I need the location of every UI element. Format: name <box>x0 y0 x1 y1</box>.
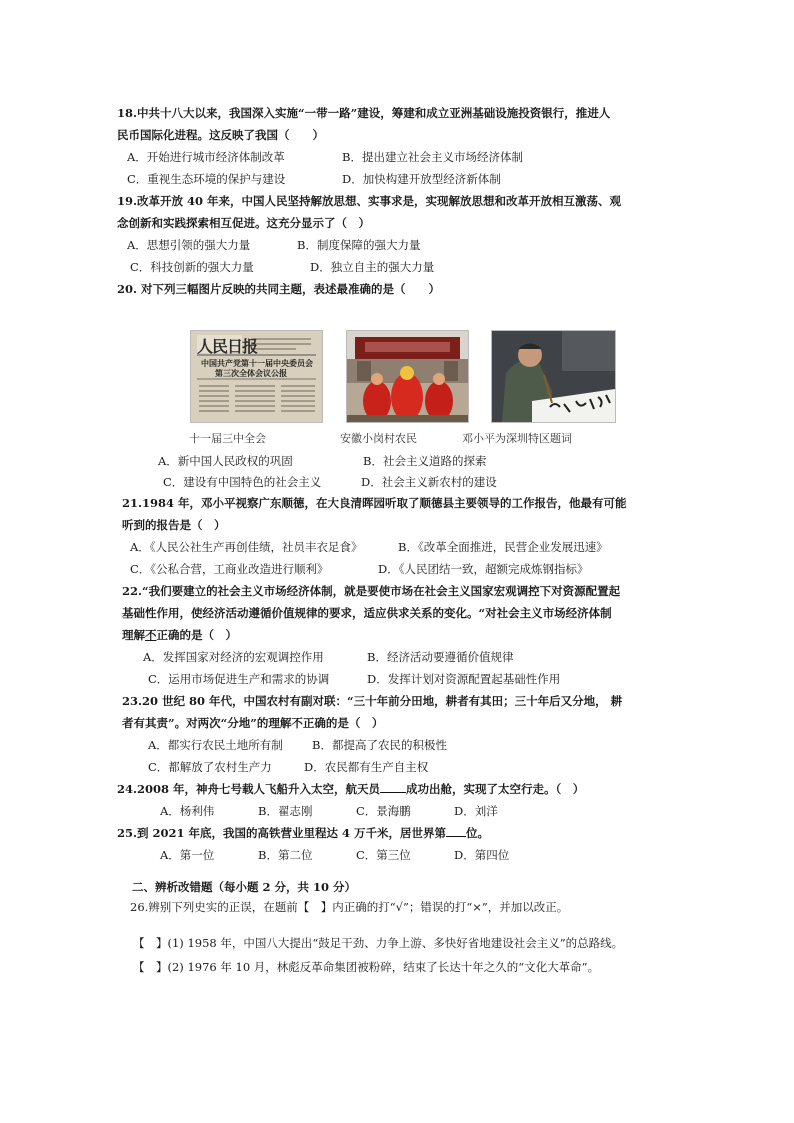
q26-instruction: 26.辨别下列史实的正误，在题前【 】内正确的打“√”；错误的打“×”，并加以改正。 <box>130 900 569 914</box>
q22-option-d: D．发挥计划对资源配置起基础性作用 <box>367 672 561 686</box>
section2-title: 二、辨析改错题（每小题 2 分，共 10 分） <box>132 880 357 894</box>
q22-stem-line3-emphasis: 不 <box>145 628 157 642</box>
caption-deng: 邓小平为深圳特区题词 <box>462 432 572 445</box>
q19-option-c: C．科技创新的强大力量 <box>130 260 254 274</box>
q21-option-b: B．《改革全面推进，民营企业发展迅速》 <box>398 540 608 554</box>
q25-answer-blank <box>446 824 466 837</box>
newspaper-masthead: 人民日报 <box>197 337 258 356</box>
q20-options-row1 <box>158 452 678 470</box>
q21-option-a: A．《人民公社生产再创佳绩，社员丰衣足食》 <box>130 540 363 554</box>
q25-stem-b: 位。 <box>466 826 490 840</box>
q23-option-a: A．都实行农民土地所有制 <box>148 738 283 752</box>
q21-stem-line2: 听到的报告是（ ） <box>122 518 226 532</box>
q23-option-b: B．都提高了农民的积极性 <box>312 738 447 752</box>
xiaogang-graphic <box>347 331 468 422</box>
q20-option-a: A．新中国人民政权的巩固 <box>158 454 293 468</box>
q18-stem-line2: 民币国际化进程。这反映了我国（ ） <box>117 128 324 142</box>
q24-stem-b: 成功出舱，实现了太空行走。（ ） <box>406 782 585 796</box>
q23-options-row2 <box>148 758 668 776</box>
newspaper-headline-1: 中国共产党第十一届中央委员会 <box>201 358 313 368</box>
q23-option-d: D．农民都有生产自主权 <box>304 760 429 774</box>
q24-option-b: B．翟志刚 <box>258 804 313 818</box>
q20-stem: 20. 对下列三幅图片反映的共同主题，表述最准确的是（ ） <box>117 282 441 296</box>
caption-xiaogang: 安徽小岗村农民 <box>340 432 417 445</box>
deng-calligraphy-image <box>491 330 616 423</box>
q20-option-c: C．建设有中国特色的社会主义 <box>163 475 322 489</box>
q24-option-a: A．杨利伟 <box>160 804 215 818</box>
q22-options-row1 <box>143 648 663 666</box>
q21-options-row2 <box>130 560 670 578</box>
q23-options-row1 <box>148 736 668 754</box>
q19-option-b: B．制度保障的强大力量 <box>297 238 421 252</box>
q24-option-c: C．景海鹏 <box>356 804 411 818</box>
q23-stem-line2: 者有其责”。对两次“分地”的理解不正确的是（ ） <box>122 716 384 730</box>
q19-options-row1 <box>127 236 667 254</box>
q22-stem-line2: 基础性作用，使经济活动遵循价值规律的要求，适应供求关系的变化。“对社会主义市场经济体制 <box>122 606 612 620</box>
caption-plenum: 十一届三中全会 <box>189 432 266 445</box>
q25-option-d: D．第四位 <box>454 848 510 862</box>
q21-options-row1 <box>130 538 670 556</box>
q19-stem-line2: 念创新和实践探索相互促进。这充分显示了（ ） <box>117 216 370 230</box>
q20-option-b: B．社会主义道路的探索 <box>363 454 487 468</box>
q18-option-d: D．加快构建开放型经济新体制 <box>342 172 501 186</box>
q19-option-a: A．思想引领的强大力量 <box>127 238 251 252</box>
q18-options-row1 <box>127 148 667 166</box>
q23-stem-line1: 23.20 世纪 80 年代，中国农村有副对联：“三十年前分田地，耕者有其田；三十年后又分地， 耕 <box>122 694 623 708</box>
q26-item-2: 【 】(2) 1976 年 10 月，林彪反革命集团被粉碎，结束了长达十年之久的“文化大革命”。 <box>133 960 600 974</box>
q19-stem-line1: 19.改革开放 40 年来，中国人民坚持解放思想、实事求是，实现解放思想和改革开放相互激荡、观 <box>117 194 622 208</box>
newspaper-image <box>190 330 323 423</box>
q25-options-row <box>160 846 660 864</box>
q18-options-row2 <box>127 170 667 188</box>
q21-option-c: C．《公私合营，工商业改造进行顺利》 <box>130 562 329 576</box>
q22-stem-line1: 22.“我们要建立的社会主义市场经济体制，就是要使市场在社会主义国家宏观调控下对资源配置起 <box>122 584 621 598</box>
q18-option-c: C．重视生态环境的保护与建设 <box>127 172 286 186</box>
q25-option-a: A．第一位 <box>160 848 215 862</box>
q22-option-b: B．经济活动要遵循价值规律 <box>367 650 514 664</box>
q22-option-a: A．发挥国家对经济的宏观调控作用 <box>143 650 324 664</box>
q19-option-d: D．独立自主的强大力量 <box>310 260 435 274</box>
q22-options-row2 <box>148 670 668 688</box>
q20-option-d: D．社会主义新农村的建设 <box>361 475 497 489</box>
q24-answer-blank <box>380 780 406 793</box>
q23-option-c: C．都解放了农村生产力 <box>148 760 272 774</box>
q21-option-d: D．《人民团结一致，超额完成炼钢指标》 <box>378 562 589 576</box>
q24-option-d: D．刘洋 <box>454 804 498 818</box>
q18-option-a: A．开始进行城市经济体制改革 <box>127 150 285 164</box>
q20-options-row2 <box>163 473 683 491</box>
newspaper-headline-2: 第三次全体会议公报 <box>215 368 287 378</box>
q21-stem-line1: 21.1984 年，邓小平视察广东顺德，在大良清晖园听取了顺德县主要领导的工作报告，他最有可能 <box>122 496 627 510</box>
q25-option-b: B．第二位 <box>258 848 313 862</box>
q25-stem <box>117 824 489 842</box>
xiaogang-village-image <box>346 330 469 423</box>
q22-stem-line3-a: 理解 <box>122 628 145 642</box>
q22-stem-line3 <box>122 626 237 644</box>
q22-stem-line3-b: 正确的是（ ） <box>156 628 237 642</box>
q25-stem-a: 25.到 2021 年底，我国的高铁营业里程达 4 万千米，居世界第 <box>117 826 447 840</box>
q24-stem-a: 24.2008 年，神舟七号载人飞船升入太空，航天员 <box>117 782 381 796</box>
q18-option-b: B．提出建立社会主义市场经济体制 <box>342 150 523 164</box>
q22-option-c: C．运用市场促进生产和需求的协调 <box>148 672 330 686</box>
q24-options-row <box>160 802 660 820</box>
q18-stem-line1: 18.中共十八大以来，我国深入实施“一带一路”建设，筹建和成立亚洲基础设施投资银行，推进人 <box>117 106 611 120</box>
deng-graphic <box>492 331 615 422</box>
q24-stem <box>117 780 584 798</box>
q19-options-row2 <box>130 258 670 276</box>
q26-item-1: 【 】(1) 1958 年，中国八大提出“鼓足干劲、力争上游、多快好省地建设社会主义”的总路线。 <box>133 936 624 950</box>
q25-option-c: C．第三位 <box>356 848 411 862</box>
